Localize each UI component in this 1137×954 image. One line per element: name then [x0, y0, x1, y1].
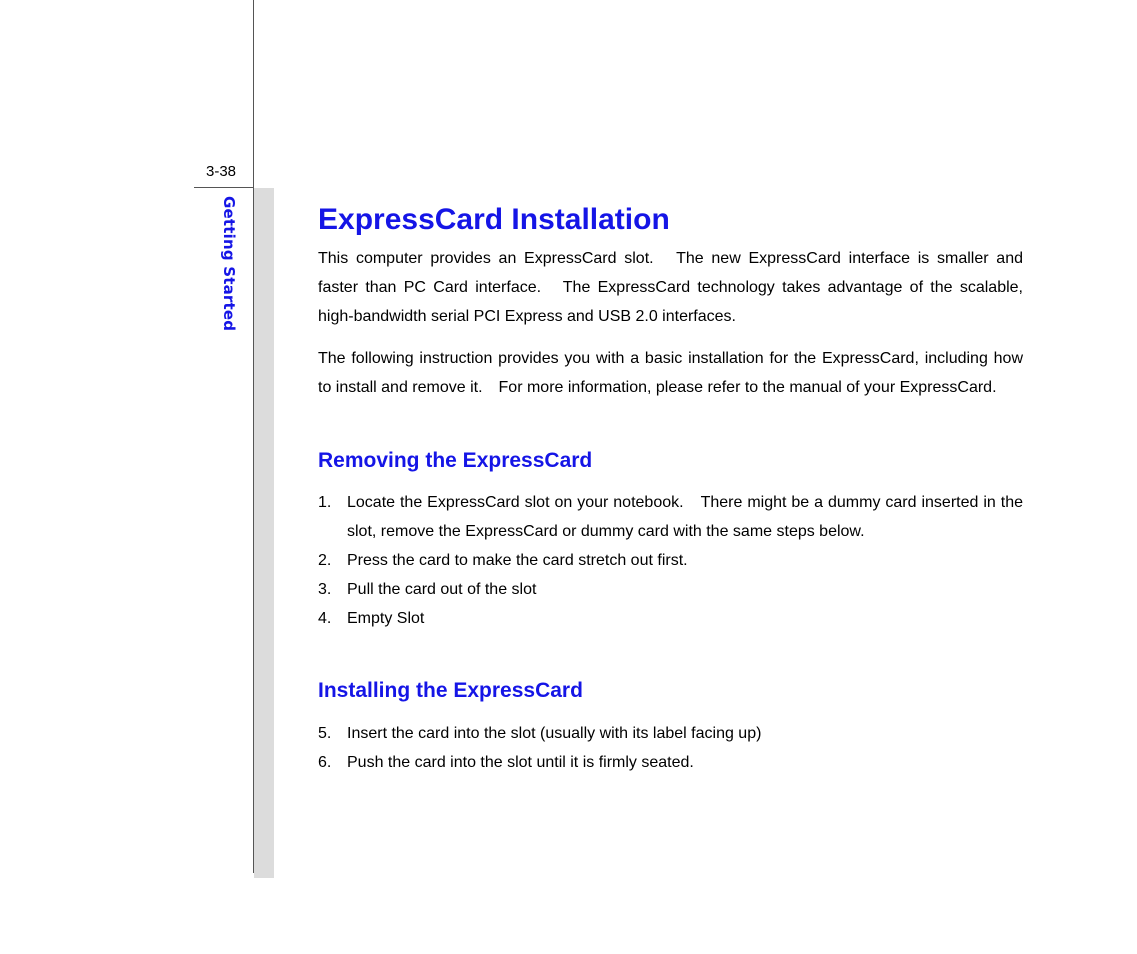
intro-paragraph: This computer provides an ExpressCard slot. The new ExpressCard interface is smaller and faster than PC Card interface. The ExpressCard technology takes advantage of the scalable, high-bandwidth serial PCI Express and USB 2.0 interfaces.: [318, 250, 1023, 325]
installing-heading: Installing the ExpressCard: [318, 679, 583, 702]
margin-gray-strip: [254, 188, 274, 878]
instruction-paragraph: The following instruction provides you with a basic installation for the ExpressCard, including how to install and remove it. For more information, please refer to the manual of your ExpressCard.: [318, 350, 1023, 396]
page-content: [318, 200, 1023, 777]
list-item: [318, 546, 1023, 575]
chapter-tab-label: Getting Started: [220, 196, 238, 332]
installing-steps: [318, 719, 1023, 777]
step-text: Push the card into the slot until it is firmly seated.: [347, 754, 694, 771]
step-text: Locate the ExpressCard slot on your notebook. There might be a dummy card inserted in the slot, remove the ExpressCard or dummy card with the same steps below.: [347, 494, 1023, 540]
list-item: [318, 488, 1023, 546]
list-item: [318, 575, 1023, 604]
list-item: [318, 748, 1023, 777]
removing-steps: [318, 488, 1023, 633]
page-number-rule: [194, 187, 254, 188]
removing-heading: Removing the ExpressCard: [318, 449, 593, 472]
step-number: 1.: [318, 494, 332, 511]
step-number: 2.: [318, 552, 332, 569]
step-number: 6.: [318, 754, 332, 771]
step-text: Press the card to make the card stretch out first.: [347, 552, 688, 569]
step-number: 4.: [318, 610, 332, 627]
list-item: [318, 604, 1023, 633]
step-text: Pull the card out of the slot: [347, 581, 537, 598]
step-number: 5.: [318, 725, 332, 742]
list-item: [318, 719, 1023, 748]
step-text: Insert the card into the slot (usually with its label facing up): [347, 725, 762, 742]
page-number: 3-38: [205, 163, 237, 180]
step-number: 3.: [318, 581, 332, 598]
step-text: Empty Slot: [347, 610, 425, 627]
section-title: ExpressCard Installation: [318, 203, 670, 236]
